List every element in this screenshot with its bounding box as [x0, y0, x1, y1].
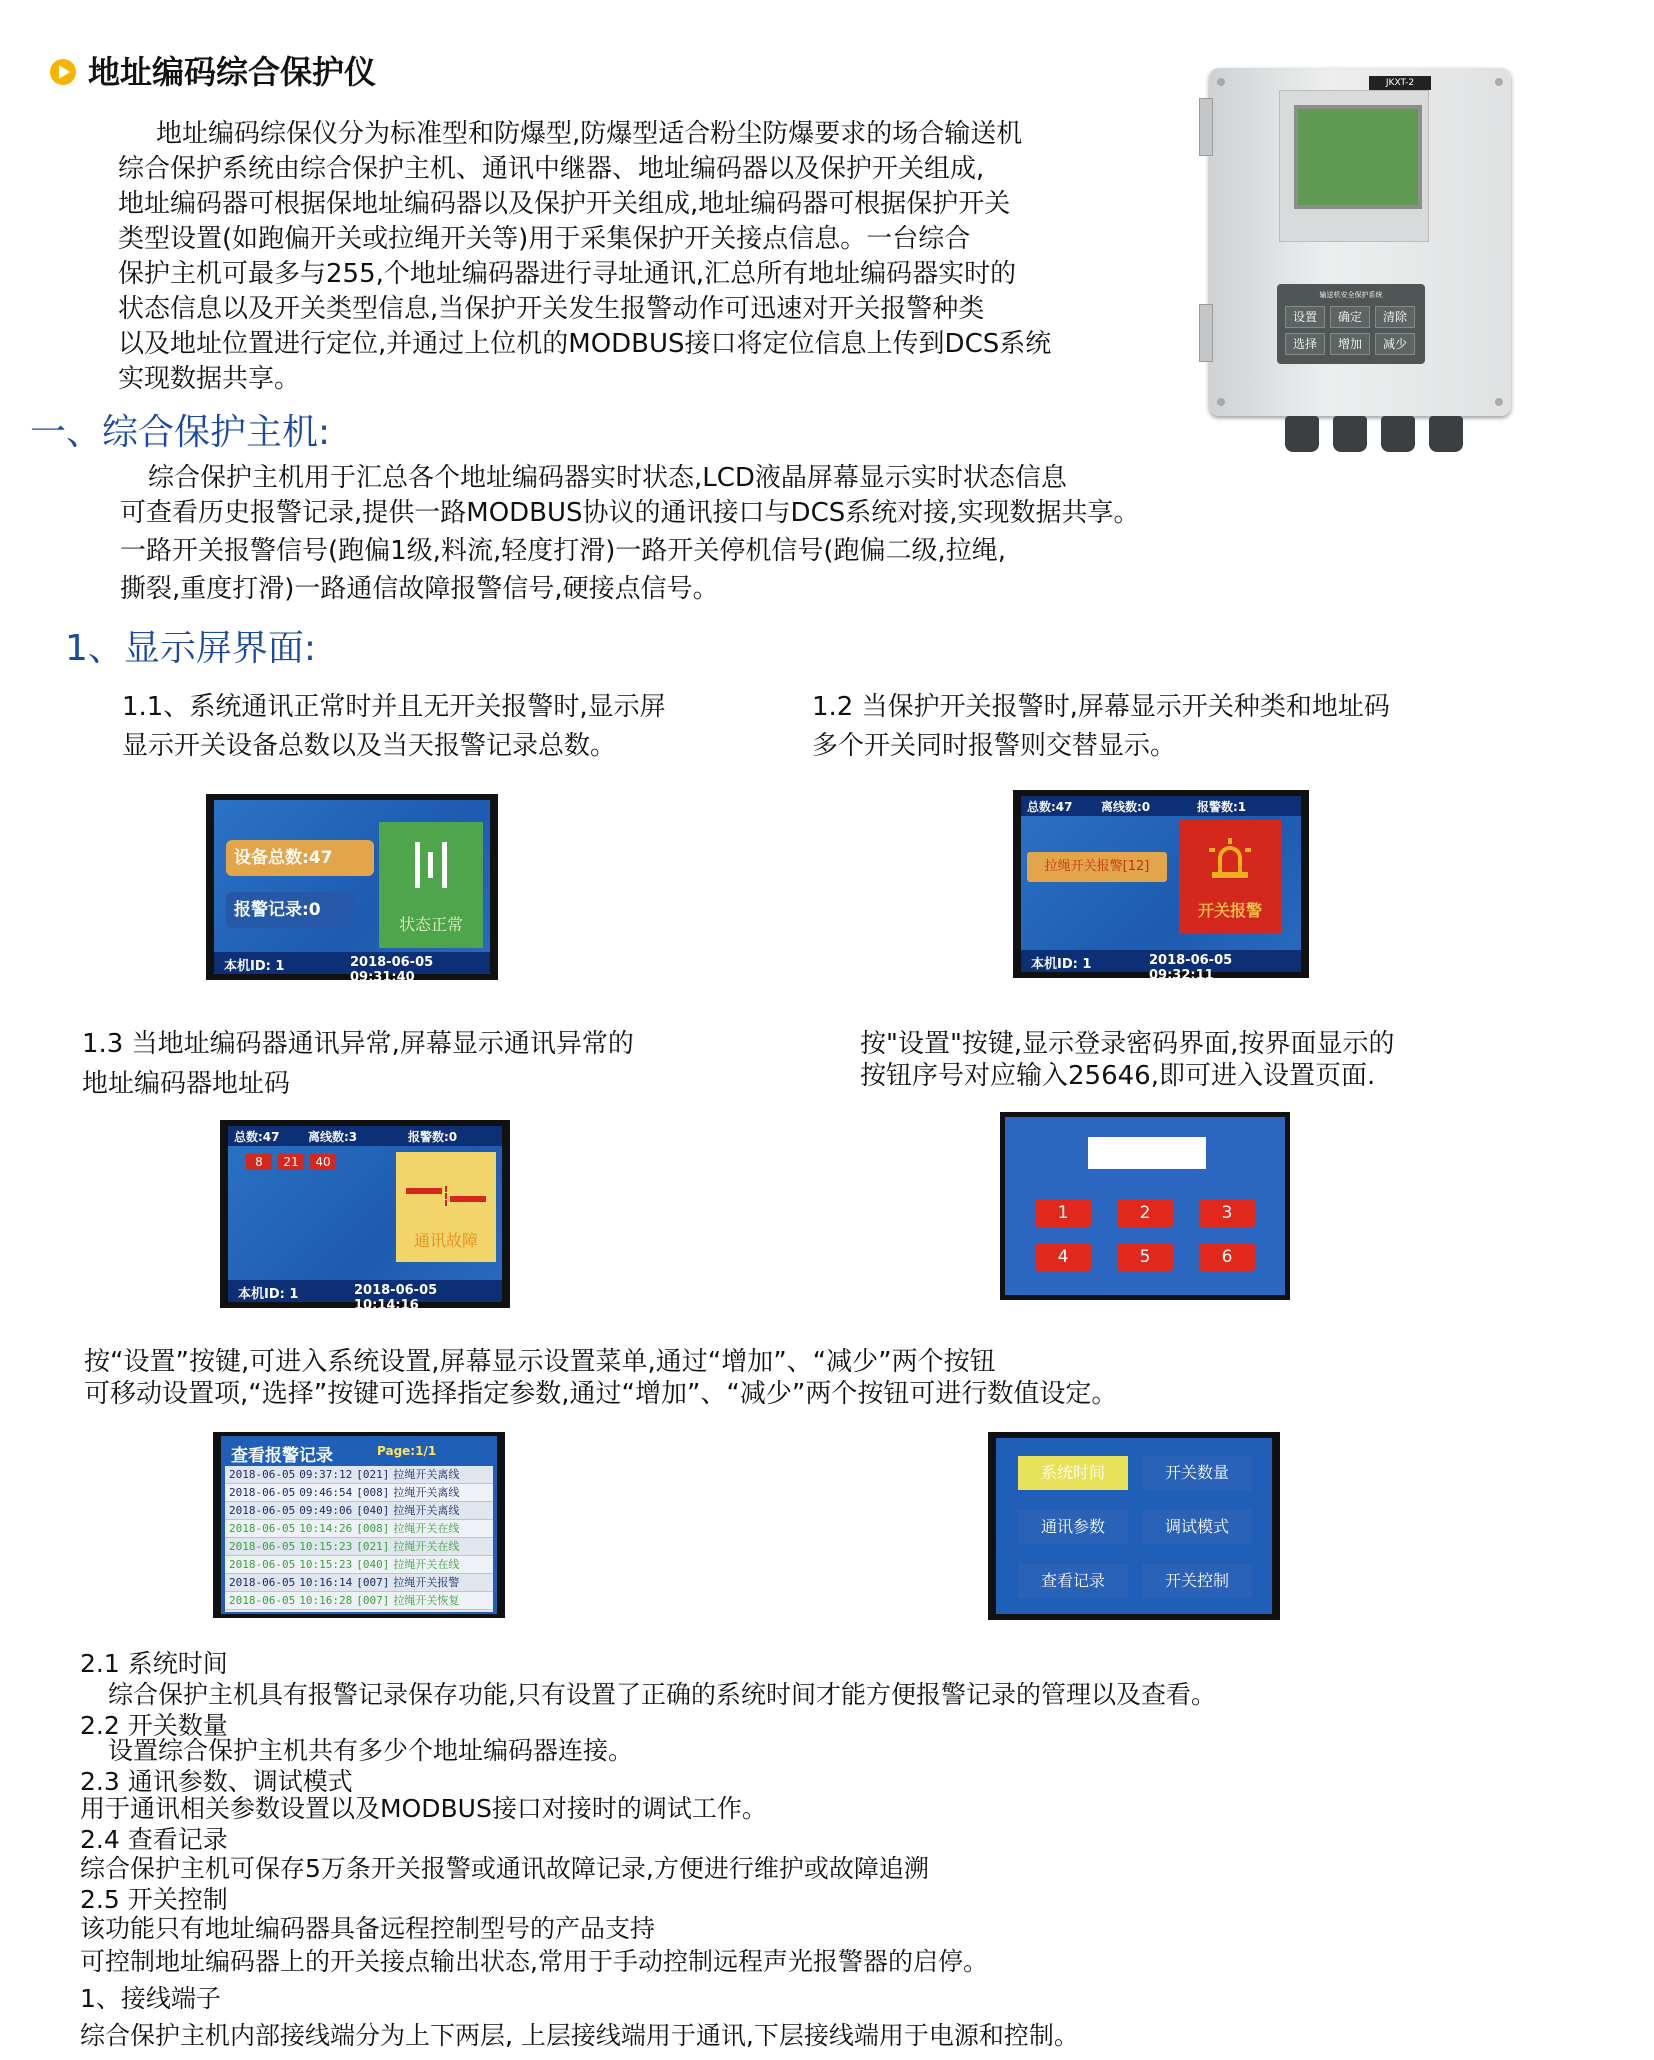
item-2-2 [80, 1710, 1580, 1766]
screen-status-bar [1021, 950, 1301, 978]
desc-line: 1.1、系统通讯正常时并且无开关报警时,显示屏 [122, 692, 666, 722]
alarm-records-pill: 报警记录:0 [226, 892, 354, 928]
record-row[interactable] [225, 1466, 493, 1484]
device-lcd [1294, 105, 1422, 209]
fault-label: 通讯故障 [413, 1231, 478, 1250]
item-terminals [80, 1983, 1580, 2051]
alarm-count: 报警数:1 [1197, 800, 1247, 814]
menu-item-switch-count[interactable]: 开关数量 [1142, 1456, 1252, 1490]
desc-menu [84, 1346, 1117, 1410]
records-page: Page:1/1 [377, 1444, 437, 1458]
record-code: [007] [356, 1594, 390, 1607]
keypad-key-1[interactable]: 1 [1035, 1199, 1091, 1227]
device-cable-glands [1285, 416, 1465, 456]
fault-code: 8 [246, 1154, 272, 1170]
record-code: [008] [356, 1522, 390, 1535]
screen-top-bar [1021, 796, 1301, 816]
screen-alarm [1013, 790, 1309, 978]
device-hinge [1199, 98, 1213, 156]
screen-status-bar [228, 1280, 502, 1308]
menu-item-switch-control[interactable]: 开关控制 [1142, 1564, 1252, 1598]
record-date: 2018-06-05 [229, 1576, 296, 1589]
desc-line: 地址编码器地址码 [82, 1069, 291, 1099]
datetime: 2018-06-05 09:32:11 [1149, 953, 1233, 978]
alarm-light-icon [1209, 838, 1251, 882]
desc-1-3 [82, 1024, 634, 1104]
status-ok-label: 状态正常 [398, 915, 463, 934]
offline-count: 离线数:0 [1101, 800, 1151, 814]
section-line: 撕裂,重度打滑)一路通信故障报警信号,硬接点信号。 [120, 574, 719, 604]
desc-1-2 [812, 688, 1390, 766]
item-2-4 [80, 1824, 1580, 1884]
records-header [221, 1436, 497, 1466]
record-msg: 拉绳开关在线 [393, 1522, 460, 1535]
record-row[interactable] [225, 1574, 493, 1592]
record-row[interactable] [225, 1502, 493, 1520]
desc-line: 可移动设置项,“选择”按键可选择指定参数,通过“增加”、“减少”两个按钮可进行数值设定。 [84, 1379, 1118, 1409]
record-row[interactable] [225, 1538, 493, 1556]
device-key-select[interactable]: 选择 [1285, 333, 1325, 355]
screen-fault-display [228, 1126, 502, 1308]
section-text [120, 461, 1140, 607]
screen-menu-display [996, 1438, 1272, 1614]
device-key-set[interactable]: 设置 [1285, 306, 1325, 328]
device-photo [1195, 68, 1525, 458]
fault-code: 21 [278, 1154, 304, 1170]
item-body: 综合保护主机具有报警记录保存功能,只有设置了正确的系统时间才能方便报警记录的管理以及查看。 [108, 1680, 1216, 1709]
intro-line: 状态信息以及开关类型信息,当保护开关发生报警动作可迅速对开关报警种类 [118, 294, 985, 324]
device-model-label: JKXT-2 [1369, 76, 1431, 90]
record-date: 2018-06-05 [229, 1468, 296, 1481]
menu-item-system-time[interactable]: 系统时间 [1018, 1456, 1128, 1490]
desc-line: 按钮序号对应输入25646,即可进入设置页面. [860, 1061, 1376, 1091]
records-title: 查看报警记录 [231, 1446, 333, 1466]
device-key-increase[interactable]: 增加 [1330, 333, 1370, 355]
item-body: 设置综合保护主机共有多少个地址编码器连接。 [108, 1736, 634, 1765]
record-time: 10:15:23 [299, 1558, 353, 1571]
record-msg: 拉绳开关在线 [393, 1540, 460, 1553]
record-code: [040] [356, 1558, 390, 1571]
screen-normal [206, 794, 498, 980]
intro-line: 综合保护系统由综合保护主机、通讯中继器、地址编码器以及保护开关组成, [118, 154, 985, 184]
section-line: 综合保护主机用于汇总各个地址编码器实时状态,LCD液晶屏幕显示实时状态信息 [148, 463, 1067, 493]
screen-records [213, 1432, 505, 1618]
intro-line: 地址编码综保仪分为标准型和防爆型,防爆型适合粉尘防爆要求的场合输送机 [156, 119, 1023, 149]
device-key-decrease[interactable]: 减少 [1375, 333, 1415, 355]
datetime: 2018-06-05 10:14:16 [354, 1283, 438, 1308]
record-msg: 拉绳开关离线 [393, 1486, 460, 1499]
screen-records-display [221, 1436, 497, 1614]
item-2-5 [80, 1884, 1580, 1977]
record-date: 2018-06-05 [229, 1540, 296, 1553]
keypad-key-4[interactable]: 4 [1035, 1243, 1091, 1271]
keypad-key-2[interactable]: 2 [1117, 1199, 1173, 1227]
item-body: 综合保护主机内部接线端分为上下两层, 上层接线端用于通讯,下层接线端用于电源和控制。 [80, 2021, 1079, 2050]
intro-text [118, 117, 1051, 397]
record-row[interactable] [225, 1556, 493, 1574]
device-panel-title: 输送机安全保护系统 [1319, 291, 1383, 299]
record-date: 2018-06-05 [229, 1504, 296, 1517]
record-date: 2018-06-05 [229, 1522, 296, 1535]
item-body: 可控制地址编码器上的开关接点输出状态,常用于手动控制远程声光报警器的启停。 [80, 1947, 988, 1976]
fault-tile [396, 1152, 496, 1262]
password-field[interactable] [1088, 1137, 1206, 1169]
total-devices-pill: 设备总数:47 [226, 840, 374, 876]
alarm-item: 拉绳开关报警[12] [1027, 852, 1167, 882]
item-title: 1、接线端子 [80, 1984, 221, 2013]
keypad-key-6[interactable]: 6 [1199, 1243, 1255, 1271]
offline-count: 离线数:3 [308, 1130, 358, 1144]
item-2-1 [80, 1648, 1580, 1710]
device-key-confirm[interactable]: 确定 [1330, 306, 1370, 328]
record-date: 2018-06-05 [229, 1594, 296, 1607]
record-time: 10:15:23 [299, 1540, 353, 1553]
total-count: 总数:47 [234, 1130, 280, 1144]
record-code: [021] [356, 1468, 390, 1481]
record-time: 09:49:06 [299, 1504, 353, 1517]
alarm-tile [1179, 820, 1281, 934]
record-msg: 拉绳开关恢复 [393, 1594, 460, 1607]
record-msg: 拉绳开关在线 [393, 1558, 460, 1571]
record-msg: 拉绳开关离线 [393, 1504, 460, 1517]
keypad-key-3[interactable]: 3 [1199, 1199, 1255, 1227]
desc-password [860, 1028, 1394, 1092]
intro-line: 实现数据共享。 [118, 364, 301, 394]
device-keypad [1277, 284, 1425, 364]
title-bullet-icon [50, 59, 76, 85]
device-lcd-frame [1279, 90, 1429, 242]
device-key-clear[interactable]: 清除 [1375, 306, 1415, 328]
subsection-heading: 1、显示屏界面: [65, 628, 317, 669]
intro-line: 保护主机可最多与255,个地址编码器进行寻址通讯,汇总所有地址编码器实时的 [118, 259, 1017, 289]
host-id: 本机ID: 1 [1031, 957, 1092, 972]
screen-normal-display [214, 800, 490, 980]
desc-line: 按"设置"按键,显示登录密码界面,按界面显示的 [860, 1029, 1395, 1059]
fault-code: 40 [310, 1154, 336, 1170]
keypad-key-5[interactable]: 5 [1117, 1243, 1173, 1271]
record-code: [007] [356, 1576, 390, 1589]
item-title: 2.1 系统时间 [80, 1649, 228, 1678]
record-msg: 拉绳开关离线 [393, 1468, 460, 1481]
record-msg: 拉绳开关报警 [393, 1576, 460, 1589]
menu-item-view-records[interactable]: 查看记录 [1018, 1564, 1128, 1598]
intro-line: 类型设置(如跑偏开关或拉绳开关等)用于采集保护开关接点信息。一台综合 [118, 224, 971, 254]
record-row[interactable] [225, 1592, 493, 1610]
screen-status-bar [214, 952, 490, 980]
record-row[interactable] [225, 1520, 493, 1538]
alarm-count: 报警数:0 [408, 1130, 458, 1144]
host-id: 本机ID: 1 [224, 959, 285, 974]
record-row[interactable] [225, 1484, 493, 1502]
item-body: 综合保护主机可保存5万条开关报警或通讯故障记录,方便进行维护或故障追溯 [80, 1854, 929, 1883]
datetime: 2018-06-05 09:31:40 [350, 955, 434, 980]
host-id: 本机ID: 1 [238, 1287, 299, 1302]
page-title: 地址编码综合保护仪 [88, 53, 377, 91]
item-title: 2.3 通讯参数、调试模式 [80, 1767, 353, 1796]
screen-settings-menu [988, 1432, 1280, 1620]
record-date: 2018-06-05 [229, 1558, 296, 1571]
item-title: 2.5 开关控制 [80, 1885, 228, 1914]
item-title: 2.2 开关数量 [80, 1711, 228, 1740]
alarm-label: 开关报警 [1197, 901, 1262, 920]
screen-password-display [1005, 1117, 1285, 1295]
desc-line: 显示开关设备总数以及当天报警记录总数。 [122, 731, 617, 761]
screen-top-bar [228, 1126, 502, 1146]
record-code: [021] [356, 1540, 390, 1553]
screen-comm-fault [220, 1120, 510, 1308]
total-count: 总数:47 [1027, 800, 1073, 814]
status-ok-tile [379, 822, 483, 948]
screen-password [1000, 1112, 1290, 1300]
item-body: 用于通讯相关参数设置以及MODBUS接口对接时的调试工作。 [80, 1794, 767, 1823]
record-time: 10:16:28 [299, 1594, 353, 1607]
screen-alarm-display [1021, 796, 1301, 978]
status-ok-icon [411, 842, 451, 888]
desc-line: 按“设置”按键,可进入系统设置,屏幕显示设置菜单,通过“增加”、“减少”两个按钮 [84, 1347, 996, 1377]
record-code: [008] [356, 1486, 390, 1499]
menu-item-debug-mode[interactable]: 调试模式 [1142, 1510, 1252, 1544]
desc-line: 多个开关同时报警则交替显示。 [812, 731, 1177, 761]
item-2-3 [80, 1766, 1580, 1824]
record-time: 09:37:12 [299, 1468, 353, 1481]
feature-list [80, 1648, 1580, 2051]
device-hinge [1199, 304, 1213, 362]
record-time: 10:14:26 [299, 1522, 353, 1535]
records-list [225, 1466, 493, 1612]
desc-1-1 [122, 688, 666, 766]
intro-line: 以及地址位置进行定位,并通过上位机的MODBUS接口将定位信息上传到DCS系统 [118, 329, 1052, 359]
record-time: 10:16:14 [299, 1576, 353, 1589]
item-body: 该功能只有地址编码器具备远程控制型号的产品支持 [80, 1914, 656, 1943]
record-time: 09:46:54 [299, 1486, 353, 1499]
device-body [1209, 68, 1511, 416]
menu-item-comm-params[interactable]: 通讯参数 [1018, 1510, 1128, 1544]
desc-line: 1.2 当保护开关报警时,屏幕显示开关种类和地址码 [812, 692, 1390, 722]
broken-link-icon [406, 1186, 486, 1206]
section-heading: 一、综合保护主机: [30, 412, 331, 453]
intro-line: 地址编码器可根据保地址编码器以及保护开关组成,地址编码器可根据保护开关 [118, 189, 1011, 219]
record-date: 2018-06-05 [229, 1486, 296, 1499]
section-line: 一路开关报警信号(跑偏1级,料流,轻度打滑)一路开关停机信号(跑偏二级,拉绳, [120, 536, 1007, 566]
section-line: 可查看历史报警记录,提供一路MODBUS协议的通讯接口与DCS系统对接,实现数据共享。 [120, 498, 1140, 528]
desc-line: 1.3 当地址编码器通讯异常,屏幕显示通讯异常的 [82, 1029, 634, 1059]
record-code: [040] [356, 1504, 390, 1517]
item-title: 2.4 查看记录 [80, 1825, 228, 1854]
